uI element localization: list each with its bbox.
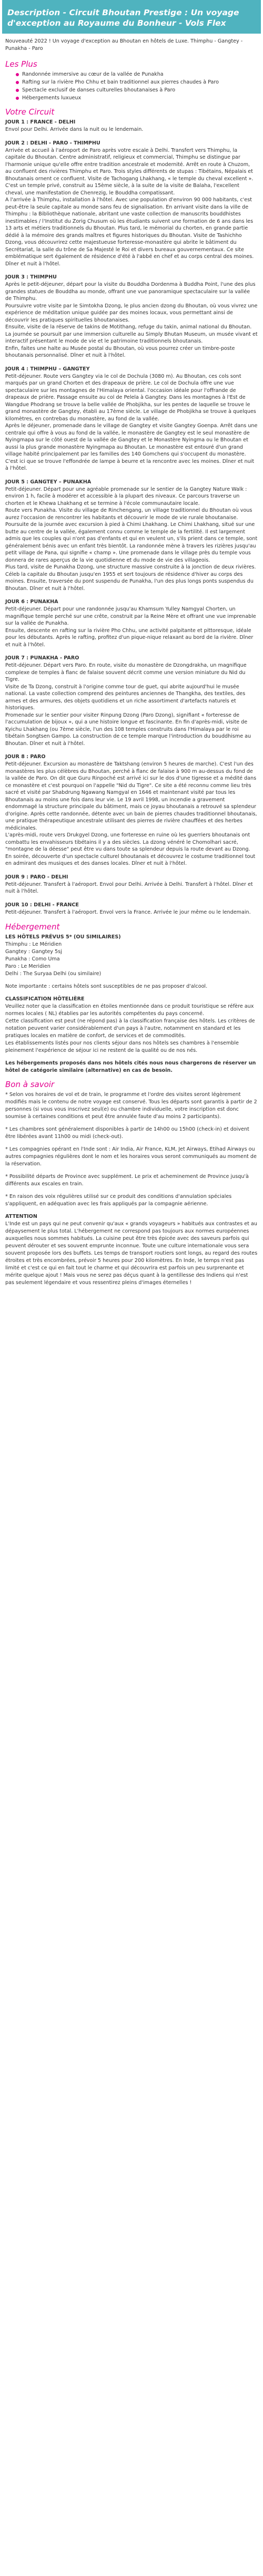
circuit-title: Votre Circuit bbox=[5, 107, 55, 117]
day-title: JOUR 3 : THIMPHU bbox=[5, 274, 57, 280]
plus-item-label: Rafting sur la rivière Pho Chhu et bain traditionnel aux pierres chaudes à Paro bbox=[22, 79, 219, 85]
notes-section bbox=[0, 1091, 263, 1287]
bullet-icon bbox=[16, 73, 19, 76]
bon-a-savoir-title: Bon à savoir bbox=[5, 1080, 55, 1089]
bullet-icon bbox=[16, 81, 19, 84]
note-paragraph: * Possibilité départs de Province avec supplément. Le prix et acheminement de Province jusqu'à différents aux escales en train. bbox=[5, 1174, 249, 1187]
day-text: Arrivée et accueil à l'aéroport de Paro après votre escale à Delhi. Transfert vers Thimphu, la capitale du Bhoutan. Centre administratif, religieux et commercial, Thimphu se distingue par l'harmonie unique qu'elle offre entre tradition ancestrale et modernité. Arrêt en route à Chuzom, au confluent des rivières Thimphu et Paro. Trois styles différents de stupas : Tibétains, Népalais et Bhoutanais ornent ce confluent. Visite de Tachogang Lhakhang, « le temple du cheval excellent ». C'est un temple privé, construit au 15ème siècle, à la suite de la visite de Balaha, l'excellent cheval, une manifestation de Chenrezig, le Bouddha compatissant. A l'arrivée à Thimphu, installation à l'hôtel. Avec une population d'environ 90 000 habitants, c'est peut-être la seule capitale au monde sans feu de signalisation. En arrivant visite dans la ville de Thimphu : la Bibliothèque nationale, abritant une vaste collection de manuscrits bouddhistes inestimables / l'Institut du Zorig Chusum où les étudiants suivent une formation de 6 ans dans les 13 arts et métiers traditionnels du Bhoutan. Plus tard, le mémorial du chorten, en grande partie dédié à la mémoire des grands maîtres et figures historiques du Bhoutan. Visite de Tashichho Dzong, vous découvrirez cette majestueuse forteresse-monastère qui abrite le bâtiment du Secrétariat, la salle du trône de Sa Majesté le Roi et divers bureaux gouvernementaux. Ce site emblématique sert également de résidence d'été à l'abbé en chef et au corps central des moines. Dîner et nuit à l'hôtel. bbox=[5, 147, 254, 267]
hebergement-title: Hébergement bbox=[5, 922, 60, 932]
day-block bbox=[5, 874, 258, 895]
day-block bbox=[5, 274, 258, 359]
plus-item-label: Randonnée immersive au cœur de la vallée de Punakha bbox=[22, 71, 164, 77]
day-block bbox=[5, 366, 258, 472]
intro-text: Nouveauté 2022 ! Un voyage d'exception au Bhoutan en hôtels de Luxe. Thimphu - Gangtey - Punakha - Paro bbox=[5, 38, 243, 51]
hotel-item: Gangtey : Gangtey 5sj bbox=[5, 949, 62, 955]
day-text: Petit-déjeuner. Départ vers Paro. En route, visite du monastère de Dzongdrakha, un magnifique complexe de temples à flanc de falaise souvent décrit comme une version miniature du Nid du Tigre. Visite de Ta Dzong, construit à l'origine comme tour de guet, qui abrite aujourd'hui le musée national. La vaste collection comprend des peintures anciennes de Thangkha, des textiles, des armes et des armures, des objets quotidiens et un riche assortiment d'artefacts naturels et historiques. Promenade sur le sentier pour visiter Rinpung Dzong (Paro Dzong), signifiant « forteresse de l'accumulation de bijoux », qui a une histoire longue et fascinante. En fin d'après-midi, visite de Kyichu Lhakhang (ou 7ème siècle, l'un des 108 temples construits dans l'Himalaya par le roi tibétain Songtsen Gampo. La construction de ce temple marque l'introduction du bouddhisme au Bhoutan. Dîner et nuit à l'hôtel. bbox=[5, 663, 251, 747]
plus-title: Les Plus bbox=[5, 59, 37, 69]
day-text: Petit-déjeuner. Départ pour une randonnée jusqu'au Khamsum Yulley Namgyal Chorten, un magnifique temple perché sur une crête, construit par la Reine Mère et offrant une vue imprenable sur la vallée de Punakha. Ensuite, descente en rafting sur la rivière Pho Chhu, une activité palpitante et pittoresque, idéale pour les débutants. Après le rafting, profitez d'un pique-nique relaxant au bord de la rivière. Dîner et nuit à l'hôtel. bbox=[5, 606, 256, 648]
day-block bbox=[5, 655, 258, 747]
day-text: Après le petit-déjeuner, départ pour la visite du Bouddha Dordenma à Buddha Point, l'une des plus grandes statues de Bouddha au monde, offrant une vue panoramique spectaculaire sur la vallée de Thimphu. Poursuivre votre visite par le Simtokha Dzong, le plus ancien dzong du Bhoutan, où vous vivrez une expérience de méditation unique guidée par des moines locaux, vous permettant ainsi de découvrir les pratiques spirituelles bhoutanaises. Ensuite, visite de la réserve de takins de Motithang, refuge du takin, animal national du Bhoutan. La journée se poursuit par une immersion culturelle au Simply Bhutan Museum, un musée vivant et interactif présentant le mode de vie et le patrimoine traditionnels bhoutanais. Enfin, faites une halte au Musée postal du Bhoutan, où vous pourrez créer un timbre-poste bhoutanais personnalisé. Dîner et nuit à l'hôtel. bbox=[5, 282, 258, 358]
day-block bbox=[5, 902, 258, 916]
page-title: Description - Circuit Bhoutan Prestige : Un voyage d'exception au Royaume du Bonheur - Vols Flex bbox=[7, 8, 239, 28]
classification-text: Veuillez noter que la classification en étoiles mentionnée dans ce produit touristique se réfère aux normes locales ( NL) établies par les autorités compétentes du pays concerné. Cette classification est peut (ne répond pas) à la classification française des hôtels. Les critères de notation peuvent varier considérablement d'un pays à l'autre, notamment en standard et les pratiques locales en matière de confort, de services et de commodités. Les établissements listés pour nos clients séjour dans nos hôtels ses chambres à l'ensemble pleinement l'expérience de séjour ici ne restent de la qualité ou de nos nés. bbox=[5, 1003, 255, 1053]
hotels-note: Note importante : certains hôtels sont susceptibles de ne pas proposer d'alcool. bbox=[5, 984, 208, 989]
hotels-section bbox=[0, 934, 263, 1074]
day-title: JOUR 2 : DELHI - PARO - THIMPHU bbox=[5, 140, 100, 146]
bullet-icon bbox=[16, 89, 19, 92]
hero-banner bbox=[2, 0, 261, 34]
day-title: JOUR 7 : PUNAKHA - PARO bbox=[5, 655, 79, 661]
list-item bbox=[16, 87, 258, 94]
attention-text: L'Inde est un pays qui ne peut convenir qu'aux « grands voyageurs » habitués aux contrastes et au dépaysement le plus total. L'hébergement ne correspond pas toujours aux normes européennes auxquelles nous sommes habitués. La cuisine peut être très épicée avec des saveurs parfois qui peuvent dérouter et ses souvent emprunte inconnue. Toute une culture internationale vous sera souvent proposée lors des buffets. Les temps de transport routiers sont longs, au regard des routes étroites et très encombrées, prévoir 5 heures pour 200 kilomètres. En Inde, le temps n'est pas limité et c'est ce qui en fait tout le charme et qui découvrira est parfois un peu surprenante et mérite quelque ajout ! Mais vous ne serez pas déçus quant à la gentillesse des Indiens qui n'est pas seulement légendaire et vous ressentirez pleins d'images éternelles ! bbox=[5, 1221, 258, 1286]
list-item bbox=[16, 95, 258, 102]
day-title: JOUR 5 : GANGTEY – PUNAKHA bbox=[5, 479, 92, 485]
day-text: Envol pour Delhi. Arrivée dans la nuit ou le lendemain. bbox=[5, 127, 144, 132]
classification-extra: Les hébergements proposés dans nos hôtels cités nous nous chargerons de réserver un hôtel de catégorie similaire (alternative) en cas de besoin. bbox=[5, 1060, 256, 1073]
list-item bbox=[16, 79, 258, 86]
hotel-item: Delhi : The Suryaa Delhi (ou similaire) bbox=[5, 971, 102, 977]
day-text: Petit-déjeuner. Transfert à l'aéroport. Envol pour Delhi. Arrivée à Delhi. Transfert à l'hôtel. Dîner et nuit à l'hôtel. bbox=[5, 881, 253, 894]
day-text: Petit-déjeuner. Départ pour une agréable promenade sur le sentier de la Gangtey Nature Walk : environ 1 h, facile à modérer et accessible à la plupart des niveaux. Ce parcours traverse un chorten et le Khewa Lhakhang et se termine à l'école communautaire locale. Route vers Punakha. Visite du village de Rinchengang, un village traditionnel du Bhoutan où vous aurez l'occasion de rencontrer les habitants et découvrir le mode de vie rurale bhoutanaise. Poursuite de la journée avec excursion à pied à Chimi Lhakhang. Le Chimi Lhakhang, situé sur une butte au centre de la vallée, également connu comme le temple de la fertilité. Il est largement admis que les couples qui n'ont pas d'enfants et qui en veulent un, s'ils prient dans ce temple, sont généralement bénis avec un enfant très bientôt. La randonnée mène à travers les rizières jusqu'au petit village de Pana, qui signifie « champ ». Une promenade dans le village près du temple vous donnera de rares aperçus de la vie quotidienne et du mode de vie des villageois. Plus tard, visite de Punakha Dzong, une structure massive construite à la jonction de deux rivières. Céleb la capitale du Bhoutan jusqu'en 1955 et sert toujours de résidence d'hiver au corps des moines. Ensuite, traversée du pont suspendu de Punakha, l'un des plus longs ponts suspendus du Bhoutan. Dîner et nuit à l'hôtel. bbox=[5, 486, 258, 592]
plus-item-label: Hébergements luxueux bbox=[22, 95, 82, 101]
day-block bbox=[5, 119, 258, 133]
note-paragraph: * Les chambres sont généralement disponibles à partir de 14h00 ou 15h00 (check-in) et doivent être libérées avant 11h00 ou midi (check-out). bbox=[5, 1126, 249, 1140]
itinerary bbox=[0, 119, 263, 916]
day-block bbox=[5, 479, 258, 593]
hotel-item: Thimphu : Le Méridien bbox=[5, 942, 62, 947]
day-text: Petit-déjeuner. Transfert à l'aéroport. Envol vers la France. Arrivée le jour même ou le lendemain. bbox=[5, 909, 251, 915]
day-block bbox=[5, 753, 258, 867]
day-title: JOUR 6 : PUNAKHA bbox=[5, 599, 58, 605]
note-paragraph: * Les compagnies opérant en l'Inde sont : Air India, Air France, KLM, Jet Airways, Etihad Airways ou autres compagnies régulières dont le nom et les horaires vous seront communiqués au moment de la réservation. bbox=[5, 1146, 257, 1167]
bullet-icon bbox=[16, 97, 19, 100]
day-block bbox=[5, 598, 258, 648]
plus-list bbox=[0, 71, 263, 102]
note-paragraph: * Selon vos horaires de vol et de train, le programme et l'ordre des visites seront légèrement modifiés mais le contenu de notre voyage est conservé. Tous les départs sont garantis à partir de 2 personnes (si vous vous inscrivez seul(e) ou chambre individuelle, votre inscription est donc soumise à certaines conditions et peut être annulée faute d'au moins 2 participants). bbox=[5, 1092, 257, 1120]
day-title: JOUR 8 : PARO bbox=[5, 754, 46, 760]
attention-heading: ATTENTION bbox=[5, 1214, 37, 1219]
note-paragraph: * En raison des voix régulières utilisé sur ce produit des conditions d'annulation spéciales s'appliquent, en adéquation avec les frais appliqués par la compagnie aérienne. bbox=[5, 1194, 232, 1207]
day-title: JOUR 4 : THIMPHU – GANGTEY bbox=[5, 366, 90, 372]
day-title: JOUR 10 : DELHI - FRANCE bbox=[5, 902, 79, 908]
day-title: JOUR 1 : FRANCE - DELHI bbox=[5, 119, 76, 125]
hotels-heading: LES HÔTELS PRÉVUS 5* (OU SIMILAIRES) bbox=[5, 934, 121, 940]
day-text: Petit-déjeuner. Excursion au monastère de Taktshang (environ 5 heures de marche). C'est l'un des monastères les plus célèbres du Bhoutan, perché à flanc de falaise à 900 m au-dessus du fond de la vallée de Paro. On dit que Guru Rinpoché est arrivé ici sur le dos d'une tigresse et a médité dans ce monastère et c'est pourquoi on l'appelle "Nid du Tigre". Ce site a été reconnu comme lieu très sacré et visité par Shabdrung Ngawang Namgyal en 1646 et maintenant visité par tous les Bhoutanais au moins une fois dans leur vie. Le 19 avril 1998, un incendie a gravement endommagé la structure principale du bâtiment, mais ce joyau bhoutanais a retrouvé sa splendeur d'origine. Après cette randonnée, détente avec un bain de pierres chaudes traditionnel bhoutanais, une pratique thérapeutique ancestrale utilisant des pierres de rivière chauffées et des herbes médicinales. L'après-midi, route vers Drukgyel Dzong, une forteresse en ruine où les guerriers bhoutanais ont combattu les envahisseurs tibétains il y a des siècles. La dzong vénéré le Chomolhari sacré, "montagne de la déesse" peut être vu dans toute sa splendeur depuis la route devant au Dzong. En soirée, découverte d'un spectacle culturel bhoutanais et découvrez le costume traditionnel tout en admirant des musiques et des danses locales. Dîner et nuit à l'hôtel. bbox=[5, 761, 257, 866]
hotel-item: Punakha : Como Uma bbox=[5, 956, 60, 962]
day-text: Petit-déjeuner. Route vers Gangtey via le col de Dochula (3080 m). Au Bhoutan, ces cols sont marqués par un grand Chorten et des drapeaux de prière. Le col de Dochula offre une vue spectaculaire sur les montagnes de l'Himalaya oriental. l'occasion idéale pour l'offrande de drapeaux de prière. Passage ensuite au col de Pelela à Gangtey. Dans les montagnes à l'Est de Wangdue Phodrang se trouve la belle vallée de Phobjikha, sur les pentes de laquelle se trouve le grand monastère de Gangtey, établi au 17ème siècle. Le village de Phobjikha se trouve à quelques kilomètres, en contrebas du monastère, au fond de la vallée. Après le déjeuner, promenade dans le village de Gangtey et visite Gangtey Goenpa. Arrêt dans une centrale qui offre à vous au fond de la vallée, le monastère de Gangtey est le seul monastère de Nyingmapa sur le côté ouest de la vallée de Gangtey et le Monastère Nyingma ou le Bhoutan et aussi la plus grande monastère Nyingmapa au Bhoutan. Le monastère est entouré d'un grand village habité principalement par les familles des 140 Gomchens qui s'occupent du monastère. C'est ici que se trouve l'effondrée de lampe à beurre et la rencontre avec les moines. Dîner et nuit à l'hôtel. bbox=[5, 373, 258, 471]
list-item bbox=[16, 71, 258, 78]
day-block bbox=[5, 140, 258, 268]
hotel-item: Paro : Le Meridien bbox=[5, 964, 50, 969]
classification-heading: CLASSIFICATION HÔTELIÈRE bbox=[5, 996, 85, 1002]
plus-item-label: Spectacle exclusif de danses culturelles bhoutanaises à Paro bbox=[22, 87, 176, 93]
day-title: JOUR 9 : PARO - DELHI bbox=[5, 874, 68, 880]
